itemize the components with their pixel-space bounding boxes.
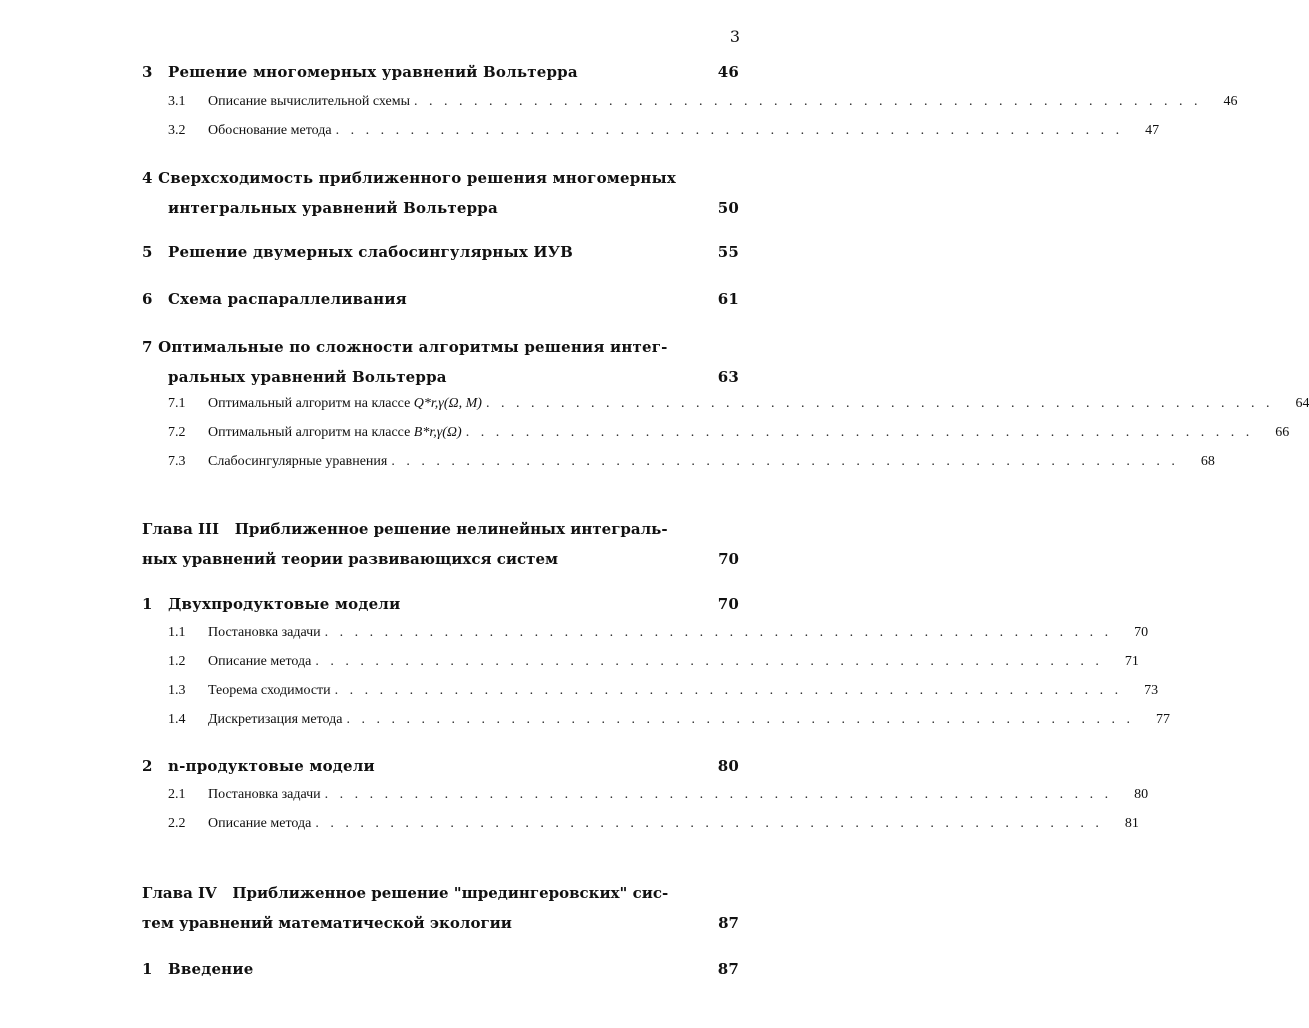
chapter-title-line2: ных уравнений теории развивающихся систем <box>142 550 559 568</box>
subsection-page: 77 <box>1156 712 1170 727</box>
leader-dots: . . . . . . . . . . . . . . . . . . . . . . . . . . . . . . . . . . . . . . . . . . . . . . . . . . . . . <box>485 396 1274 411</box>
toc-ch3-subsection-1-1[interactable] <box>168 625 1149 641</box>
subsection-page: 47 <box>1145 123 1160 138</box>
section-title-line1: Сверхсходимость приближенного решения многомерных <box>158 169 676 187</box>
section-title: Решение многомерных уравнений Вольтерра <box>168 63 578 81</box>
page-number: 3 <box>729 27 740 46</box>
subsection-title: Постановка задачи <box>208 787 321 802</box>
toc-chapter-3[interactable] <box>142 514 739 574</box>
toc-ch3-section-1[interactable] <box>142 595 739 613</box>
leader-dots: . . . . . . . . . . . . . . . . . . . . . . . . . . . . . . . . . . . . . . . . . . . . . . . . . . . . . <box>315 654 1103 669</box>
subsection-number: 7.2 <box>168 425 186 440</box>
subsection-number: 1.1 <box>168 625 186 640</box>
subsection-page: 66 <box>1275 425 1290 440</box>
leader-dots: . . . . . . . . . . . . . . . . . . . . . . . . . . . . . . . . . . . . . . . . . . . . . . . . . . . . . <box>324 625 1113 640</box>
section-title: Решение двумерных слабосингулярных ИУВ <box>168 243 574 261</box>
chapter-title-line1: Глава III Приближенное решение нелинейных интеграль- <box>142 520 668 538</box>
section-page: 61 <box>717 290 739 308</box>
toc-section-6[interactable] <box>142 290 739 308</box>
toc-subsection-7-1[interactable] <box>168 396 1309 412</box>
subsection-number: 1.3 <box>168 683 186 698</box>
section-number: 3 <box>142 63 153 81</box>
section-page: 50 <box>717 199 739 217</box>
chapter-page: 87 <box>718 914 739 932</box>
subsection-page: 73 <box>1144 683 1159 698</box>
subsection-number: 1.2 <box>168 654 186 669</box>
subsection-title: Оптимальный алгоритм на классе B*r,γ(Ω) <box>208 425 462 440</box>
section-title: n-продуктовые модели <box>168 757 375 775</box>
toc-ch4-section-1[interactable] <box>142 960 739 978</box>
subsection-number: 7.1 <box>168 396 186 411</box>
subsection-page: 80 <box>1134 787 1149 802</box>
leader-dots: . . . . . . . . . . . . . . . . . . . . . . . . . . . . . . . . . . . . . . . . . . . . . . . . . . . . . <box>346 712 1134 727</box>
subsection-number: 3.2 <box>168 123 186 138</box>
subsection-title: Описание метода <box>208 816 312 831</box>
subsection-number: 3.1 <box>168 94 186 109</box>
toc-section-5[interactable] <box>142 243 739 261</box>
toc-subsection-7-2[interactable] <box>168 425 1290 441</box>
subsection-title: Постановка задачи <box>208 625 321 640</box>
section-number: 6 <box>142 290 153 308</box>
subsection-number: 2.2 <box>168 816 186 831</box>
section-page: 70 <box>717 595 739 613</box>
chapter-page: 70 <box>718 550 739 568</box>
math-class-q: Q*r,γ(Ω, M) <box>413 396 482 411</box>
section-page: 80 <box>717 757 739 775</box>
section-page: 55 <box>717 243 739 261</box>
section-title-line1: Оптимальные по сложности алгоритмы решения интег- <box>158 338 668 356</box>
toc-subsection-3-2[interactable] <box>168 123 1160 139</box>
subsection-title: Обоснование метода <box>208 123 332 138</box>
subsection-title: Дискретизация метода <box>208 712 343 727</box>
section-page: 63 <box>717 368 739 386</box>
toc-ch3-subsection-1-2[interactable] <box>168 654 1139 670</box>
subsection-page: 71 <box>1124 654 1139 669</box>
subsection-page: 68 <box>1200 454 1215 469</box>
section-number: 4 <box>142 169 153 187</box>
toc-ch3-subsection-1-4[interactable] <box>168 712 1170 728</box>
leader-dots: . . . . . . . . . . . . . . . . . . . . . . . . . . . . . . . . . . . . . . . . . . . . . . . . . . . . . <box>391 454 1179 469</box>
section-number: 5 <box>142 243 153 261</box>
subsection-title: Теорема сходимости <box>208 683 331 698</box>
leader-dots: . . . . . . . . . . . . . . . . . . . . . . . . . . . . . . . . . . . . . . . . . . . . . . . . . . . . . <box>465 425 1254 440</box>
toc-subsection-3-1[interactable] <box>168 94 1238 110</box>
section-number: 2 <box>142 757 153 775</box>
toc-ch3-subsection-1-3[interactable] <box>168 683 1159 699</box>
leader-dots: . . . . . . . . . . . . . . . . . . . . . . . . . . . . . . . . . . . . . . . . . . . . . . . . . . . . . <box>315 816 1103 831</box>
math-class-b: B*r,γ(Ω) <box>413 425 462 440</box>
leader-dots: . . . . . . . . . . . . . . . . . . . . . . . . . . . . . . . . . . . . . . . . . . . . . . . . . . . . . <box>335 123 1124 138</box>
subsection-page: 46 <box>1223 94 1238 109</box>
subsection-page: 70 <box>1134 625 1149 640</box>
toc-ch3-subsection-2-1[interactable] <box>168 787 1149 803</box>
subsection-number: 2.1 <box>168 787 186 802</box>
leader-dots: . . . . . . . . . . . . . . . . . . . . . . . . . . . . . . . . . . . . . . . . . . . . . . . . . . . . . <box>413 94 1202 109</box>
subsection-number: 1.4 <box>168 712 186 727</box>
toc-chapter-4[interactable] <box>142 878 739 938</box>
leader-dots: . . . . . . . . . . . . . . . . . . . . . . . . . . . . . . . . . . . . . . . . . . . . . . . . . . . . . <box>324 787 1113 802</box>
subsection-number: 7.3 <box>168 454 186 469</box>
section-page: 46 <box>717 63 739 81</box>
subsection-title: Описание вычислительной схемы <box>208 94 410 109</box>
section-number: 7 <box>142 338 153 356</box>
section-page: 87 <box>717 960 739 978</box>
subsection-title: Оптимальный алгоритм на классе Q*r,γ(Ω, M) <box>208 396 482 411</box>
chapter-title-line2: тем уравнений математической экологии <box>142 914 512 932</box>
section-number: 1 <box>142 960 153 978</box>
section-title-line2: интегральных уравнений Вольтерра <box>168 199 498 217</box>
section-number: 1 <box>142 595 153 613</box>
section-title: Двухпродуктовые модели <box>168 595 401 613</box>
subsection-page: 81 <box>1124 816 1139 831</box>
subsection-title: Слабосингулярные уравнения <box>208 454 388 469</box>
toc-section-4[interactable] <box>142 163 739 223</box>
toc-ch3-subsection-2-2[interactable] <box>168 816 1139 832</box>
toc-ch3-section-2[interactable] <box>142 757 739 775</box>
leader-dots: . . . . . . . . . . . . . . . . . . . . . . . . . . . . . . . . . . . . . . . . . . . . . . . . . . . . . <box>334 683 1123 698</box>
toc-section-7[interactable] <box>142 332 739 392</box>
subsection-page: 64 <box>1295 396 1309 411</box>
subsection-title: Описание метода <box>208 654 312 669</box>
chapter-title-line1: Глава IV Приближенное решение "шредингеровских" сис- <box>142 884 669 902</box>
section-title-line2: ральных уравнений Вольтерра <box>168 368 447 386</box>
toc-subsection-7-3[interactable] <box>168 454 1215 470</box>
section-title: Схема распараллеливания <box>168 290 407 308</box>
toc-section-3[interactable] <box>142 63 739 81</box>
section-title: Введение <box>168 960 254 978</box>
